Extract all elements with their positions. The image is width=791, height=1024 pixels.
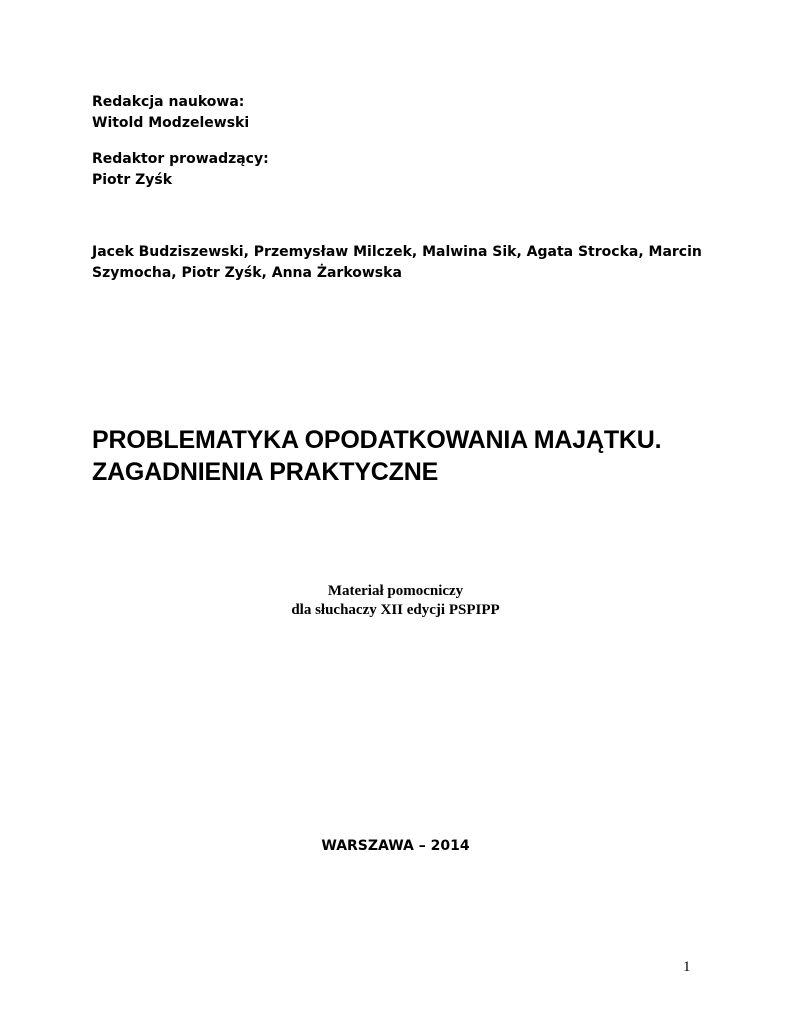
- subtitle-block: [0, 582, 791, 620]
- document-title: [92, 424, 732, 488]
- page-number: 1: [683, 959, 691, 975]
- editor-block: [92, 92, 249, 134]
- subtitle-line-2: dla słuchaczy XII edycji PSPIPP: [291, 602, 500, 618]
- managing-editor-label: Redaktor prowadzący:: [92, 151, 269, 167]
- subtitle-line-1: Materiał pomocniczy: [327, 583, 464, 599]
- place-and-year: WARSZAWA – 2014: [321, 838, 470, 854]
- editor-label: Redakcja naukowa:: [92, 94, 245, 110]
- authors-line-1: Jacek Budziszewski, Przemysław Milczek, Malwina Sik, Agata Strocka, Marcin: [92, 244, 702, 260]
- managing-editor-name: Piotr Zyśk: [92, 172, 173, 188]
- authors-line-2: Szymocha, Piotr Zyśk, Anna Żarkowska: [92, 265, 402, 281]
- editor-name: Witold Modzelewski: [92, 115, 250, 131]
- managing-editor-block: [92, 149, 269, 191]
- authors-list: [92, 242, 712, 284]
- title-line-2: ZAGADNIENIA PRAKTYCZNE: [92, 458, 439, 486]
- title-line-1: PROBLEMATYKA OPODATKOWANIA MAJĄTKU.: [92, 426, 662, 454]
